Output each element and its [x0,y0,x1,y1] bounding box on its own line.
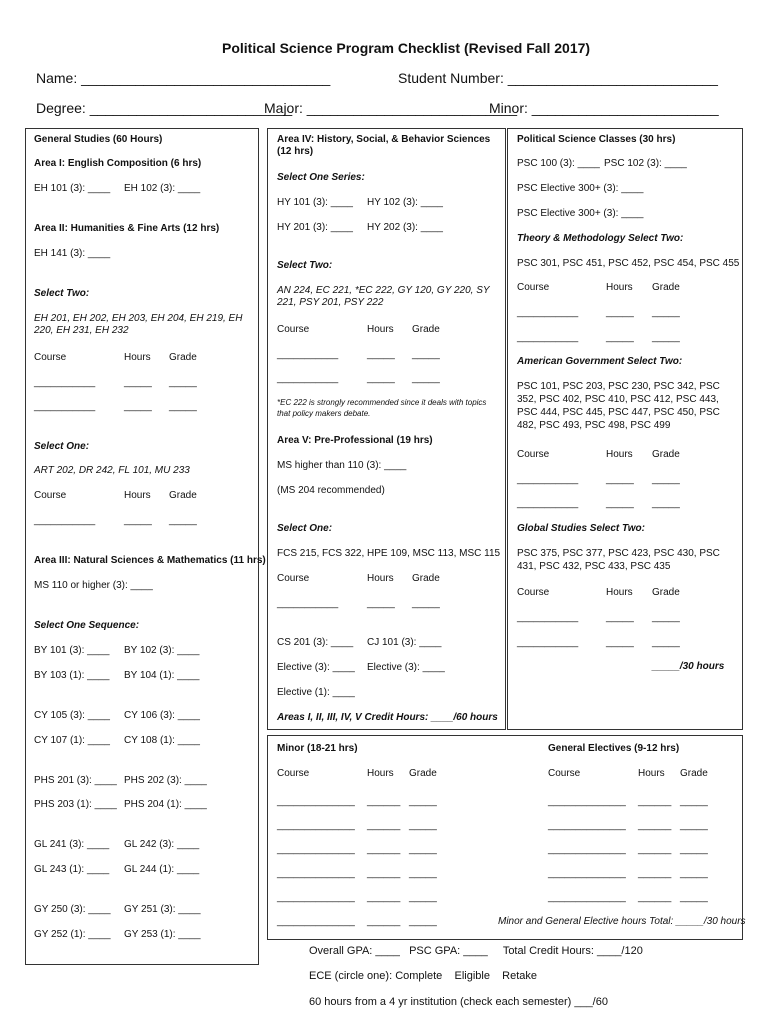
hours-header: Hours [606,587,633,598]
grade-blank[interactable]: _____ [409,916,437,927]
global-heading: Global Studies Select Two: [517,523,645,534]
grade-header: Grade [680,768,708,779]
eh101-item[interactable]: EH 101 (3): ____ [34,183,111,194]
course-blank[interactable]: ______________ [548,892,626,903]
degree-field[interactable]: Degree: __________________________ [36,100,293,116]
gl243-item[interactable]: GL 243 (1): ____ [34,864,110,875]
hours-blank[interactable]: ______ [638,796,672,807]
cy107-item[interactable]: CY 107 (1): ____ [34,735,110,746]
course-header: Course [277,573,310,584]
psc-heading: Political Science Classes (30 hrs) [517,134,676,145]
psc-elective-item[interactable]: PSC Elective 300+ (3): ____ [517,183,644,194]
page-title: Political Science Program Checklist (Revised Fall 2017) [222,40,591,56]
phs202-item[interactable]: PHS 202 (3): ____ [124,775,207,786]
hours-blank[interactable]: _____ [606,637,634,648]
grade-blank[interactable]: _____ [680,844,708,855]
hy101-item[interactable]: HY 101 (3): ____ [277,197,353,208]
hours-header: Hours [638,768,665,779]
gy251-item[interactable]: GY 251 (3): ____ [124,904,201,915]
hours-blank[interactable]: _____ [124,401,152,412]
american-list: PSC 101, PSC 203, PSC 230, PSC 342, PSC 352, PSC 402, PSC 410, PSC 412, PSC 443, PSC 444, PSC 445, PSC 447, PSC 450, PSC 482, PSC 493, PSC 498, PSC 499 [517,381,720,431]
course-blank[interactable]: ___________ [277,598,339,609]
minor-electives-box [267,735,743,940]
ec222-note: *EC 222 is strongly recommended since it deals with topics that policy makers debate. [277,398,487,418]
select-one-label: Select One: [34,441,90,452]
course-blank[interactable]: ______________ [277,796,355,807]
course-header: Course [517,449,550,460]
select-two-label: Select Two: [277,260,333,271]
course-blank[interactable]: ______________ [548,820,626,831]
grade-blank[interactable]: _____ [169,377,197,388]
hours-blank[interactable]: _____ [367,373,395,384]
hours-blank[interactable]: _____ [124,515,152,526]
course-blank[interactable]: ___________ [517,332,579,343]
course-header: Course [34,490,67,501]
psc100-item[interactable]: PSC 100 (3): ____ [517,158,600,169]
gl242-item[interactable]: GL 242 (3): ____ [124,839,200,850]
hours-blank[interactable]: ______ [638,820,672,831]
course-header: Course [277,324,310,335]
humanities-list: EH 201, EH 202, EH 203, EH 204, EH 219, EH 220, EH 231, EH 232 [34,313,243,336]
course-blank[interactable]: ______________ [277,916,355,927]
grade-header: Grade [652,449,680,460]
general-electives-heading: General Electives (9-12 hrs) [548,743,680,754]
hours-header: Hours [367,573,394,584]
select-one-label: Select One: [277,523,333,534]
grade-blank[interactable]: _____ [412,598,440,609]
hours-blank[interactable]: _____ [367,349,395,360]
hours-blank[interactable]: _____ [606,332,634,343]
hours-blank[interactable]: _____ [367,598,395,609]
ms204-note: (MS 204 recommended) [277,485,385,496]
general-studies-heading: General Studies (60 Hours) [34,134,163,145]
hours-blank[interactable]: ______ [638,892,672,903]
gpa-line[interactable]: Overall GPA: ____ PSC GPA: ____ Total Credit Hours: ____/120 [309,945,643,957]
course-blank[interactable]: ___________ [517,498,579,509]
hours-header: Hours [367,324,394,335]
four-year-hours-line[interactable]: 60 hours from a 4 yr institution (check each semester) ___/60 [309,996,608,1008]
cy105-item[interactable]: CY 105 (3): ____ [34,710,110,721]
grade-header: Grade [169,490,197,501]
course-blank[interactable]: ___________ [34,377,96,388]
grade-blank[interactable]: _____ [409,868,437,879]
minor-heading: Minor (18-21 hrs) [277,743,358,754]
course-blank[interactable]: ______________ [548,868,626,879]
course-blank[interactable]: ___________ [517,637,579,648]
grade-blank[interactable]: _____ [680,892,708,903]
psc-total-hours[interactable]: _____/30 hours [652,661,725,672]
grade-blank[interactable]: _____ [409,820,437,831]
grade-blank[interactable]: _____ [652,332,680,343]
hours-blank[interactable]: _____ [124,377,152,388]
course-blank[interactable]: ___________ [34,515,96,526]
grade-blank[interactable]: _____ [652,474,680,485]
course-header: Course [277,768,310,779]
course-blank[interactable]: ______________ [277,868,355,879]
hours-blank[interactable]: ______ [367,820,401,831]
student-number-field[interactable]: Student Number: ___________________________ [398,70,718,86]
area-three-heading: Area III: Natural Sciences & Mathematics (11 hrs) [34,555,266,566]
theory-list: PSC 301, PSC 451, PSC 452, PSC 454, PSC 455 [517,258,740,269]
grade-header: Grade [169,352,197,363]
select-one-series-label: Select One Series: [277,172,365,183]
phs204-item[interactable]: PHS 204 (1): ____ [124,799,207,810]
course-blank[interactable]: ___________ [277,373,339,384]
minor-field[interactable]: Minor: ________________________ [489,100,719,116]
grade-header: Grade [412,324,440,335]
area-two-heading: Area II: Humanities & Fine Arts (12 hrs) [34,223,220,234]
ms-higher-item[interactable]: MS higher than 110 (3): ____ [277,460,407,471]
area-five-heading: Area V: Pre-Professional (19 hrs) [277,435,433,446]
ms110-item[interactable]: MS 110 or higher (3): ____ [34,580,153,591]
hours-blank[interactable]: _____ [606,307,634,318]
grade-blank[interactable]: _____ [652,612,680,623]
select-one-sequence-label: Select One Sequence: [34,620,140,631]
area-one-heading: Area I: English Composition (6 hrs) [34,158,202,169]
cs201-item[interactable]: CS 201 (3): ____ [277,637,354,648]
grade-header: Grade [412,573,440,584]
areas-credit-hours[interactable]: Areas I, II, III, IV, V Credit Hours: ____/60 hours [277,712,498,723]
gl244-item[interactable]: GL 244 (1): ____ [124,864,200,875]
grade-header: Grade [409,768,437,779]
grade-blank[interactable]: _____ [412,349,440,360]
hours-blank[interactable]: ______ [638,868,672,879]
eh141-item[interactable]: EH 141 (3): ____ [34,248,111,259]
minor-electives-total[interactable]: Minor and General Elective hours Total: _____/30 hours [498,916,746,927]
ece-line[interactable]: ECE (circle one): Complete Eligible Retake [309,970,538,982]
hy202-item[interactable]: HY 202 (3): ____ [367,222,443,233]
elective-3-item[interactable]: Elective (3): ____ [277,662,355,673]
gy252-item[interactable]: GY 252 (1): ____ [34,929,111,940]
pre-professional-list: FCS 215, FCS 322, HPE 109, MSC 113, MSC 115 [277,548,501,559]
grade-blank[interactable]: _____ [409,844,437,855]
hours-blank[interactable]: ______ [367,796,401,807]
hours-blank[interactable]: ______ [638,844,672,855]
eh102-item[interactable]: EH 102 (3): ____ [124,183,201,194]
phs203-item[interactable]: PHS 203 (1): ____ [34,799,117,810]
gy253-item[interactable]: GY 253 (1): ____ [124,929,201,940]
global-list: PSC 375, PSC 377, PSC 423, PSC 430, PSC 431, PSC 432, PSC 433, PSC 435 [517,548,720,572]
hy102-item[interactable]: HY 102 (3): ____ [367,197,443,208]
by102-item[interactable]: BY 102 (3): ____ [124,645,200,656]
phs201-item[interactable]: PHS 201 (3): ____ [34,775,117,786]
elective-3-item[interactable]: Elective (3): ____ [367,662,445,673]
area-four-heading: Area IV: History, Social, & Behavior Sciences (12 hrs) [277,134,491,157]
course-blank[interactable]: ___________ [517,612,579,623]
grade-blank[interactable]: _____ [409,892,437,903]
hours-blank[interactable]: ______ [367,868,401,879]
course-blank[interactable]: ______________ [548,844,626,855]
hours-header: Hours [124,352,151,363]
by104-item[interactable]: BY 104 (1): ____ [124,670,200,681]
grade-blank[interactable]: _____ [169,515,197,526]
grade-blank[interactable]: _____ [652,498,680,509]
grade-blank[interactable]: _____ [409,796,437,807]
theory-heading: Theory & Methodology Select Two: [517,233,684,244]
grade-blank[interactable]: _____ [680,868,708,879]
psc102-item[interactable]: PSC 102 (3): ____ [604,158,687,169]
grade-header: Grade [652,282,680,293]
select-two-label: Select Two: [34,288,90,299]
hours-blank[interactable]: _____ [606,612,634,623]
grade-blank[interactable]: _____ [652,637,680,648]
course-header: Course [517,282,550,293]
grade-blank[interactable]: _____ [169,401,197,412]
hours-header: Hours [367,768,394,779]
course-header: Course [34,352,67,363]
cj101-item[interactable]: CJ 101 (3): ____ [367,637,442,648]
fine-arts-list: ART 202, DR 242, FL 101, MU 233 [34,465,190,476]
course-header: Course [548,768,581,779]
course-blank[interactable]: ___________ [277,349,339,360]
course-blank[interactable]: ______________ [277,844,355,855]
hours-header: Hours [606,449,633,460]
social-sciences-list: AN 224, EC 221, *EC 222, GY 120, GY 220, SY 221, PSY 201, PSY 222 [277,285,490,308]
hy201-item[interactable]: HY 201 (3): ____ [277,222,353,233]
gl241-item[interactable]: GL 241 (3): ____ [34,839,110,850]
hours-blank[interactable]: _____ [606,498,634,509]
grade-header: Grade [652,587,680,598]
grade-blank[interactable]: _____ [680,796,708,807]
course-header: Course [517,587,550,598]
course-blank[interactable]: ___________ [517,474,579,485]
cy108-item[interactable]: CY 108 (1): ____ [124,735,200,746]
by103-item[interactable]: BY 103 (1): ____ [34,670,110,681]
grade-blank[interactable]: _____ [680,820,708,831]
name-field[interactable]: Name: ________________________________ [36,70,331,86]
by101-item[interactable]: BY 101 (3): ____ [34,645,110,656]
course-blank[interactable]: ______________ [277,892,355,903]
hours-blank[interactable]: ______ [367,916,401,927]
course-blank[interactable]: ___________ [517,307,579,318]
american-heading: American Government Select Two: [517,356,683,367]
grade-blank[interactable]: _____ [652,307,680,318]
course-blank[interactable]: ______________ [548,796,626,807]
hours-blank[interactable]: _____ [606,474,634,485]
course-blank[interactable]: ______________ [277,820,355,831]
hours-blank[interactable]: ______ [367,892,401,903]
gy250-item[interactable]: GY 250 (3): ____ [34,904,111,915]
hours-blank[interactable]: ______ [367,844,401,855]
psc-elective-item[interactable]: PSC Elective 300+ (3): ____ [517,208,644,219]
hours-header: Hours [124,490,151,501]
major-field[interactable]: Major: ___________________________ [264,100,518,116]
elective-1-item[interactable]: Elective (1): ____ [277,687,355,698]
grade-blank[interactable]: _____ [412,373,440,384]
hours-header: Hours [606,282,633,293]
course-blank[interactable]: ___________ [34,401,96,412]
cy106-item[interactable]: CY 106 (3): ____ [124,710,200,721]
